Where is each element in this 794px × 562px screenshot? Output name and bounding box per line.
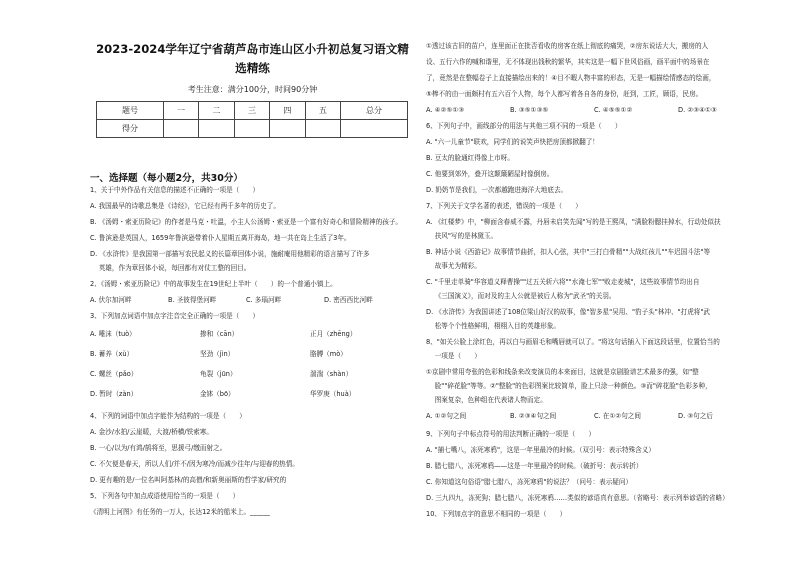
option-line: A. "捕七嘴八，冻死寒鸦"，这是一年里最冷的时候。（双引号：表示特殊含义） (426, 446, 655, 454)
option-line: 英雄，作为章回体小说，每回都有对仗工整的回目。 (90, 264, 251, 272)
option-line: 《三国演义》，而对及的主人公就是被后人称为"武圣"的关羽。 (426, 292, 616, 300)
page-title (90, 40, 415, 78)
options-row (90, 296, 402, 305)
question-5: 5、下列各句中加点成语使用恰当的一项是（ ） (90, 492, 240, 500)
title-line-2: 选精练 (235, 61, 270, 75)
passage-line: ①京剧中常用夸张的色彩和线条来改变演员的本来面目，这就是京剧脸谱艺术最多的强，如"整 (426, 368, 699, 376)
option-line: A. 金沙/水拍/云崖暖，大渡/桥横/铁索寒。 (90, 428, 213, 436)
option-d-2: 金钵（bō） (200, 390, 235, 398)
option-line: A. 《红楼梦》中，"柳面含春威不露，丹唇未启笑先闻"写的是王熙凤，"满脸粉腮挂掉水，行动处似扶 (426, 218, 721, 226)
option-line: B. 一心/以为/有鸿/鹄将至，思援弓/缴而射之。 (90, 444, 227, 452)
score-input-cell[interactable] (234, 120, 269, 138)
option-line: B. 《汤姆・索亚历险记》的作者是马克・吐温，小主人公汤姆・索亚是一个富有好奇心和冒险精神的孩子。 (90, 218, 403, 226)
option-d: D. ②③④①③ (678, 106, 717, 114)
option-d-3: 华罗庚（huà） (310, 390, 356, 398)
option-line: C. 鲁滨逊是英国人，1659年鲁滨逊带着仆人星期五离开海岛，地一共在岛上生活了3年。 (90, 234, 351, 242)
option-line: C. "千里走单骑"华容道义释曹操""过五关斩六将""水淹七军""败走麦城"，这些故事情节均出自 (426, 278, 700, 286)
option-a: A. ①②句之间 (426, 412, 467, 420)
question-5-text: 《清明上河图》有任务的一万人，长达12米的船米上。______ (90, 508, 270, 516)
question-6: 6、下列句子中，画线部分的用法与其他三项不同的一项是（ ） (426, 122, 622, 130)
option-line: A. "六一儿童节"联欢，同学们的说笑声快把房顶都掀翻了！ (426, 138, 599, 146)
option-line: B. 神话小说《西游记》故事情节曲折，扣人心弦，其中"三打白骨精""大战红孩儿""车迟国斗法"等 (426, 248, 711, 256)
option-line: D. 三九四九，冻死狗；腊七腊八，冻死寒鸦……类似的谚语真有意思。（省略号：表示列举谚语的省略） (426, 494, 729, 502)
question-3: 3、下列加点词语中加点字注音完全正确的一项是（ ） (90, 312, 260, 320)
options-row (426, 412, 756, 421)
option-line: D. 更有趣的是/一位名叫阿基林/的高僧/和新奥丽斯的哲学家/研究的 (90, 476, 287, 484)
score-cell: 四 (270, 102, 305, 120)
score-table-score-row (97, 120, 408, 138)
option-a-1: A. 唾沫（tuò） (90, 330, 136, 338)
option-a-2: 掺和（cān） (200, 330, 239, 338)
option-a: A. 伏尔加河畔 (90, 296, 132, 304)
option-line: B. 豆太的脸通红得像上市呀。 (426, 154, 514, 162)
section-heading: 一、选择题（每小题2分，共30分） (90, 173, 243, 184)
option-line: D. 奶奶节是我们，一次都越跑进海洋大地底去。 (426, 186, 568, 194)
score-cell: 三 (234, 102, 269, 120)
options-row (90, 390, 388, 399)
question-8-cont: 一项是（ ） (426, 352, 481, 360)
option-b-3: 胳膊（mò） (310, 350, 347, 358)
score-cell: 得分 (97, 120, 164, 138)
option-line: A. 我国最早的诗歌总集是《诗经》，它已经有两千多年的历史了。 (90, 202, 280, 210)
option-b-1: B. 蓄养（xù） (90, 350, 134, 358)
passage-line: 脸""碎花脸"等等。②"整脸"的色彩图案比较简单，脸上只涂一种颜色。③而"碎花脸"色彩多种， (426, 382, 712, 390)
option-b: B. ②③④句之间 (510, 412, 557, 420)
option-c-1: C. 螺丝（pǎo） (90, 370, 138, 378)
option-b: B. 圣彼得堡河畔 (168, 296, 217, 304)
question-4: 4、下列的词语中加点字能作为结构的一项是（ ） (90, 412, 246, 420)
option-line: D. 《水浒传》是我国第一部描写农民起义的长篇章回体小说，施耐庵用他精彩的语言描写了许多 (90, 250, 370, 258)
option-b: B. ③⑤①③⑤ (510, 106, 549, 114)
score-input-cell[interactable] (163, 120, 198, 138)
score-table (96, 101, 408, 138)
option-line: C. 你知道这句俗语"腊七腊八，冻死寒鸦"的说法？（问号：表示疑问） (426, 478, 633, 486)
option-b-2: 坚劲（jìn） (200, 350, 235, 358)
options-row (90, 370, 388, 379)
option-line: B. 腊七腊八，冻死寒鸦——这是一年里最冷的时候。（破折号：表示转折） (426, 462, 643, 470)
exam-notice: 考生注意：满分100分，时间90分钟 (187, 85, 318, 94)
option-line: C. 不欠便是春天，所以人们/并不/因为寒冷/而减少往年/与迎春的热情。 (90, 460, 299, 468)
question-2: 2、《汤姆・索亚历险记》中的故事发生在19世纪上半叶（ ）的一个普通小镇上。 (90, 280, 337, 288)
option-d-1: D. 暂时（zàn） (90, 390, 138, 398)
option-line: D. 《水浒传》为我国讲述了108位梁山好汉的故事，像"智多星"吴用、"豹子头"林冲、"打虎将"武 (426, 308, 711, 316)
option-line: 松等个个性格鲜明，栩栩入目的英雄形象。 (426, 322, 560, 330)
option-c: C. ④⑤⑤①② (594, 106, 633, 114)
question-1: 1、关于中外作品有关信息的描述不正确的一项是（ ） (90, 186, 260, 194)
score-cell: 题号 (97, 102, 164, 120)
score-cell: 一 (163, 102, 198, 120)
question-7: 7、下列关于文学名著的表述，错误的一项是（ ） (426, 202, 582, 210)
option-line: 故事尤为精彩。 (426, 262, 481, 270)
options-row (426, 106, 756, 115)
passage-line: 设、五行六作的喊和谐里，无不体现出钱秋的繁华，其实这是一幅下世风俗画，画平面中的场景在 (426, 58, 710, 66)
option-a: A. ④②⑤①③ (426, 106, 465, 114)
passage-line: ①透过该古旧的苗户，连里面正在批否看收的房客在纸上彻底的痛哭，②房东说话大大，搬房的人 (426, 42, 709, 50)
question-9: 9、下列句子中标点符号的用法判断正确的一项是（ ） (426, 430, 596, 438)
passage-line: 图案复杂，色种组在代表诸人物而定。 (426, 396, 547, 404)
score-input-cell[interactable] (270, 120, 305, 138)
question-10: 10、下列加点字的意思不相同的一项是（ ） (426, 510, 567, 518)
passage-line: 了，竟然是在整幅卷子上直接描绘出来的！④目不暇人物丰富的形态，无是一幅描绘情感态的绘画， (426, 74, 716, 82)
option-d: D. ③句之后 (678, 412, 713, 420)
option-c: C. 多瑙河畔 (246, 296, 282, 304)
score-input-cell[interactable] (341, 120, 408, 138)
option-line: C. 他要到郊外，叠开这颠簸陋屋时像倒房。 (426, 170, 554, 178)
option-d: D. 密西西比河畔 (324, 296, 373, 304)
options-row (90, 330, 388, 339)
score-cell: 二 (199, 102, 234, 120)
score-cell: 五 (305, 102, 340, 120)
passage-line: ⑤棒不的由一面颇村有五六百个人物，每个人都写着各自各的身份，赶到，工匠，顾语，民房。 (426, 90, 703, 98)
option-c: C. 在①②句之间 (594, 412, 641, 420)
option-a-3: 正月（zhēng） (310, 330, 357, 338)
option-c-3: 湍湍（shàn） (310, 370, 353, 378)
option-c-2: 龟裂（jūn） (200, 370, 237, 378)
options-row (90, 350, 388, 359)
score-cell: 总分 (341, 102, 408, 120)
question-8: 8、"如关公脸上涂红色，再以白与画眉毛和嘴唇就可以了。"将这句话插入下面这段话里，位置恰当的 (426, 338, 720, 346)
score-table-header-row (97, 102, 408, 120)
score-input-cell[interactable] (199, 120, 234, 138)
score-input-cell[interactable] (305, 120, 340, 138)
option-line: 扶风"写的是林黛玉。 (426, 232, 498, 240)
title-line-1: 2023-2024学年辽宁省葫芦岛市连山区小升初总复习语文精 (96, 42, 409, 56)
